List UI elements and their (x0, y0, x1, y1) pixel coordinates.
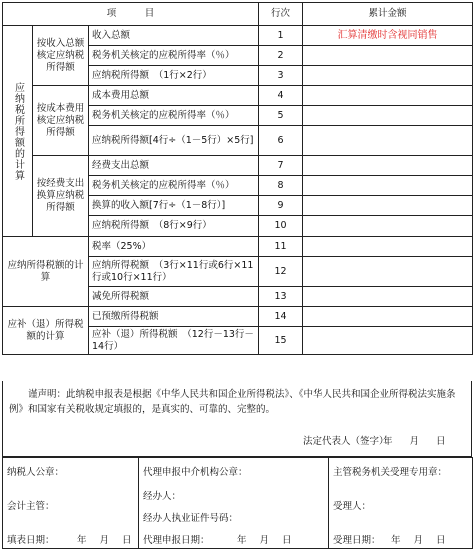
table-row (3, 307, 473, 327)
table-row (3, 86, 473, 106)
calculation-table (2, 2, 473, 355)
group-tax: 应纳所得税额的计算 (3, 237, 89, 307)
row-no: 3 (259, 66, 303, 86)
row-amount[interactable] (303, 46, 473, 66)
row-label: 应纳税所得额[4行÷（1－5行）×5行] (89, 126, 259, 156)
row-no: 8 (259, 176, 303, 196)
agent-seal-label: 代理申报中介机构公章： (143, 467, 248, 478)
row-no: 7 (259, 156, 303, 176)
cert-label: 经办人执业证件号码： (143, 513, 239, 524)
row-amount[interactable] (303, 86, 473, 106)
row-label: 税务机关核定的应税所得率（％） (89, 176, 259, 196)
group-refund: 应补（退）所得税额的计算 (3, 307, 89, 355)
row-no: 13 (259, 287, 303, 307)
row-amount[interactable] (303, 126, 473, 156)
row-label: 税务机关核定的应税所得率（％） (89, 46, 259, 66)
row-no: 15 (259, 327, 303, 355)
row-no: 1 (259, 26, 303, 46)
row-label: 收入总额 (89, 26, 259, 46)
row-label: 经费支出总额 (89, 156, 259, 176)
row-amount[interactable] (303, 176, 473, 196)
agent-date-value: 年 月 日 (237, 535, 292, 546)
group-expense: 按经费支出换算应纳税所得额 (33, 156, 89, 237)
footer-authority (329, 458, 473, 549)
row-label: 应纳税所得额 （1行×2行） (89, 66, 259, 86)
row-no: 14 (259, 307, 303, 327)
declaration-box (2, 381, 472, 457)
receiver-label: 受理人： (333, 501, 372, 512)
row-amount[interactable] (303, 66, 473, 86)
row-label: 税率（25%） (89, 237, 259, 257)
row-label: 已预缴所得税额 (89, 307, 259, 327)
header-amount: 累计金额 (303, 3, 473, 26)
row-label: 换算的收入额[7行÷（1－8行）] (89, 196, 259, 216)
signature-label: 法定代表人（签字）： (303, 436, 394, 447)
footer-table (2, 457, 473, 549)
row-label: 税务机关核定的应税所得率（％） (89, 106, 259, 126)
row-amount[interactable]: 汇算清缴时含视同销售 (303, 26, 473, 46)
row-label: 应纳税所得额 （8行×9行） (89, 216, 259, 237)
row-amount[interactable] (303, 327, 473, 355)
row-label: 成本费用总额 (89, 86, 259, 106)
row-amount[interactable] (303, 287, 473, 307)
row-no: 11 (259, 237, 303, 257)
row-label: 应补（退）所得税额 （12行－13行－14行） (89, 327, 259, 355)
authority-seal-label: 主管税务机关受理专用章： (333, 467, 448, 478)
side-title: 应纳税所得额的计算 (12, 81, 24, 181)
footer-agent (139, 458, 329, 549)
row-amount[interactable] (303, 257, 473, 287)
declaration-date: 年 月 日 (383, 436, 446, 447)
table-row (3, 156, 473, 176)
group-cost: 按成本费用核定应纳税所得额 (33, 86, 89, 156)
header-line: 行次 (259, 3, 303, 26)
row-label: 减免所得税额 (89, 287, 259, 307)
fill-date-label: 填表日期： (7, 535, 55, 546)
header-row (3, 3, 473, 26)
row-no: 5 (259, 106, 303, 126)
fill-date-value: 年 月 日 (77, 535, 132, 546)
row-no: 2 (259, 46, 303, 66)
row-amount[interactable] (303, 196, 473, 216)
row-no: 4 (259, 86, 303, 106)
row-no: 9 (259, 196, 303, 216)
declaration-text: 谨声明：此纳税申报表是根据《中华人民共和国企业所得税法》、《中华人民共和国企业所得税法实施条例》和国家有关税收规定填报的，是真实的、可靠的、完整的。 (9, 389, 456, 415)
group-income: 按收入总额核定应纳税所得额 (33, 26, 89, 86)
accept-date-label: 受理日期： (333, 535, 381, 546)
row-amount[interactable] (303, 156, 473, 176)
handler-label: 经办人： (143, 491, 182, 502)
accept-date-value: 年 月 日 (391, 535, 446, 546)
side-title-cell (3, 26, 33, 237)
row-amount[interactable] (303, 106, 473, 126)
table-row (3, 237, 473, 257)
row-amount[interactable] (303, 216, 473, 237)
row-amount[interactable] (303, 237, 473, 257)
taxpayer-seal-label: 纳税人公章： (7, 467, 65, 478)
row-no: 10 (259, 216, 303, 237)
agent-date-label: 代理申报日期： (143, 535, 210, 546)
table-row (3, 26, 473, 46)
row-no: 6 (259, 126, 303, 156)
row-amount[interactable] (303, 307, 473, 327)
header-item: 项 目 (3, 3, 259, 26)
accountant-label: 会计主管： (7, 501, 55, 512)
footer-taxpayer (3, 458, 139, 549)
row-no: 12 (259, 257, 303, 287)
row-label: 应纳所得税额 （3行×11行或6行×11行或10行×11行） (89, 257, 259, 287)
